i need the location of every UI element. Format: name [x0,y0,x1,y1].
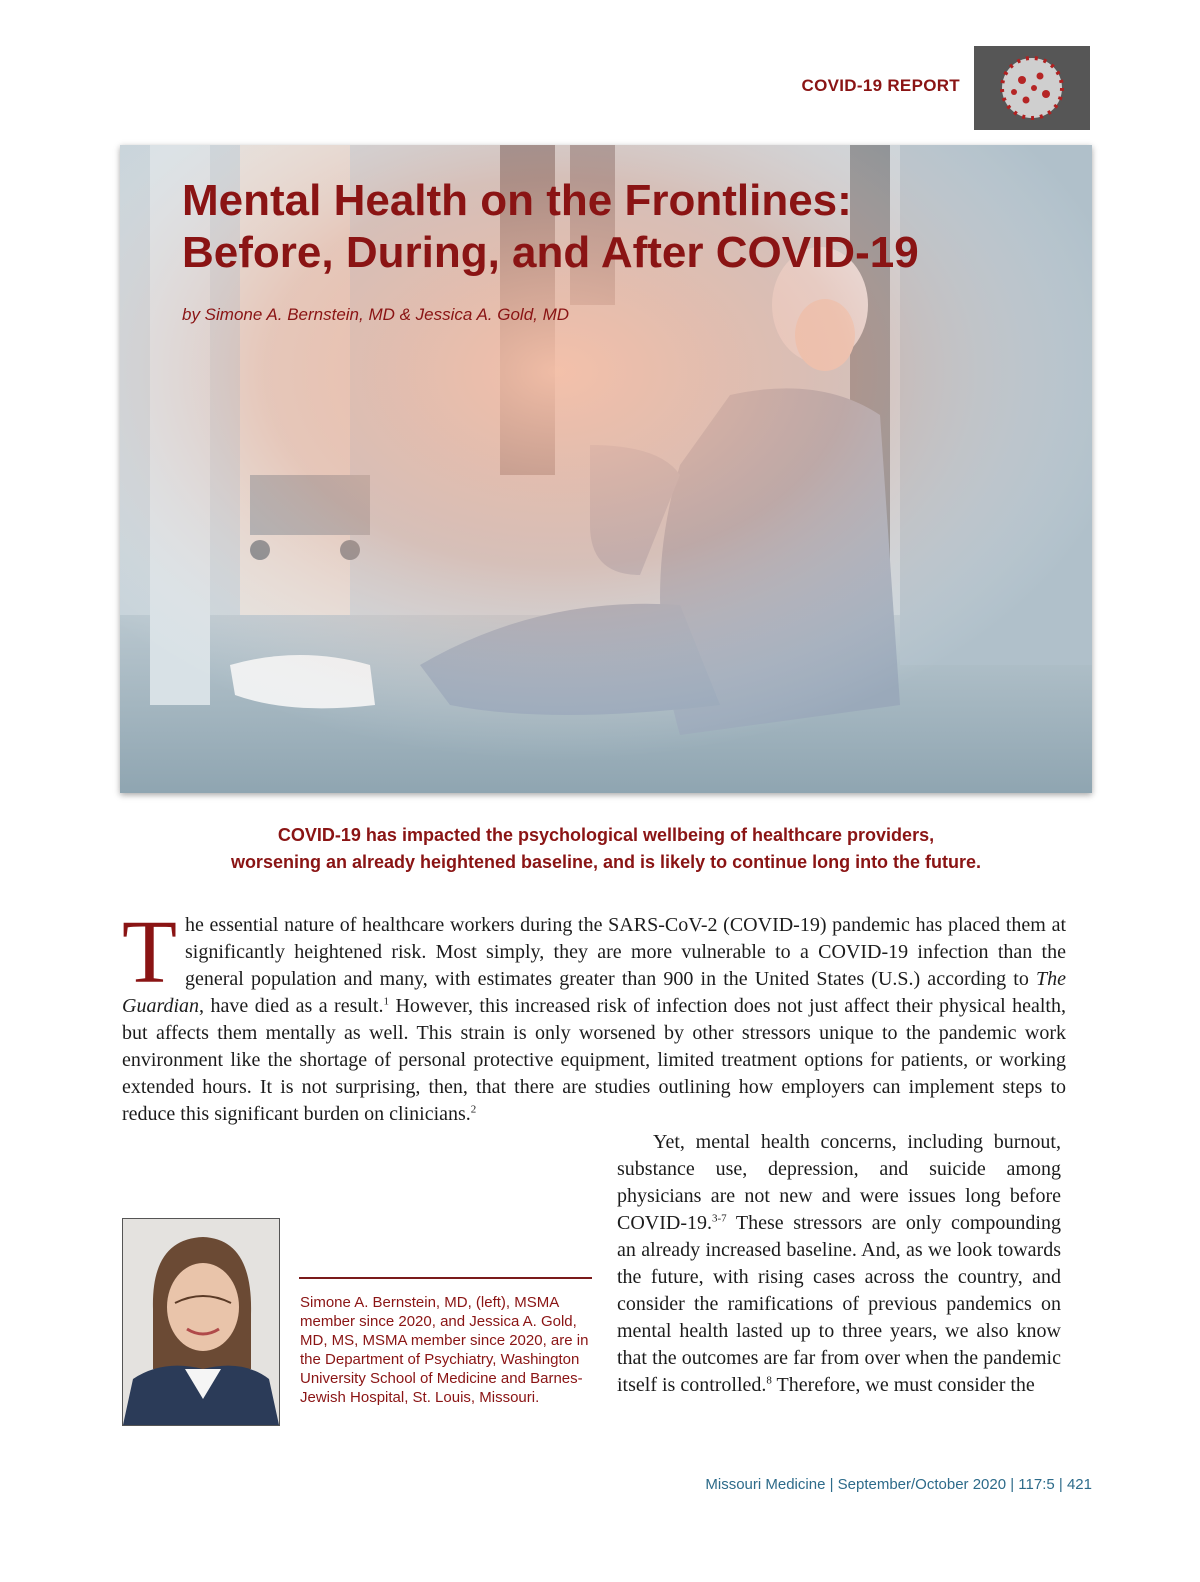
body-paragraph-1 [122,903,1066,1128]
author-photo [122,1218,280,1426]
drop-cap: T [122,903,177,1002]
coronavirus-image [974,46,1090,130]
para1-text-a: he essential nature of healthcare workers during the SARS-CoV-2 (COVID-19) pandemic has placed them at significantly heightened risk. Most simply, they are more vulnerable to a COVID-19 infection than the general population and many, with estimates greater than 900 in the United States (U.S.) according to [184,914,1066,990]
section-label: COVID-19 REPORT [801,76,960,95]
dek-line-1: COVID-19 has impacted the psychological wellbeing of healthcare providers, [277,825,935,845]
citation-3-7: 3-7 [712,1212,727,1225]
dek-line-2: worsening an already heightened baseline, and is likely to continue long into the future. [230,852,982,872]
citation-1: 1 [383,995,389,1008]
para2-text-c: Therefore, we must consider the [771,1374,1035,1396]
title-line-1: Mental Health on the Frontlines: [182,176,852,225]
caption-divider [299,1277,592,1279]
byline: by Simone A. Bernstein, MD & Jessica A. Gold, MD [182,305,570,324]
citation-8: 8 [766,1374,772,1387]
para2-text-a: Yet, mental health concerns, including burnout, substance use, depression, and suicide among physicians are not new and were issues long before COVID-19. [617,1131,1061,1234]
body-paragraph-2 [617,1129,1061,1399]
hero-photo [120,145,1092,793]
para2-text-b: These stressors are only compounding an already increased baseline. And, as we look towards the future, with rising cases across the country, and consider the ramifications of previous pandemics on mental health lasted up to three years, we also know that the outcomes are far from over when the pandemic itself is controlled. [617,1212,1061,1396]
para1-text-c: However, this increased risk of infection does not just affect their physical health, but affects them mentally as well. This strain is only worsened by other stressors unique to the pandemic work environment like the shortage of personal protective equipment, limited treatment options for patients, or working extended hours. It is not surprising, then, that there are studies outlining how employers can implement steps to reduce this significant burden on clinicians. [122,995,1066,1125]
title-line-2: Before, During, and After COVID-19 [182,228,919,277]
author-caption: Simone A. Bernstein, MD, (left), MSMA member since 2020, and Jessica A. Gold, MD, MS, MSMA member since 2020, are in the Department of Psychiatry, Washington University School of Medicine and Barnes-Jewish Hospital, St. Louis, Missouri. [300,1294,589,1406]
summary-dek [120,822,1092,876]
para1-italic-source: The Guardian [122,968,1066,1017]
article-title [182,175,1082,279]
para1-text-b: , have died as a result. [199,995,384,1017]
citation-2: 2 [470,1103,477,1116]
page-footer: Missouri Medicine | September/October 2020 | 117:5 | 421 [705,1476,1092,1493]
